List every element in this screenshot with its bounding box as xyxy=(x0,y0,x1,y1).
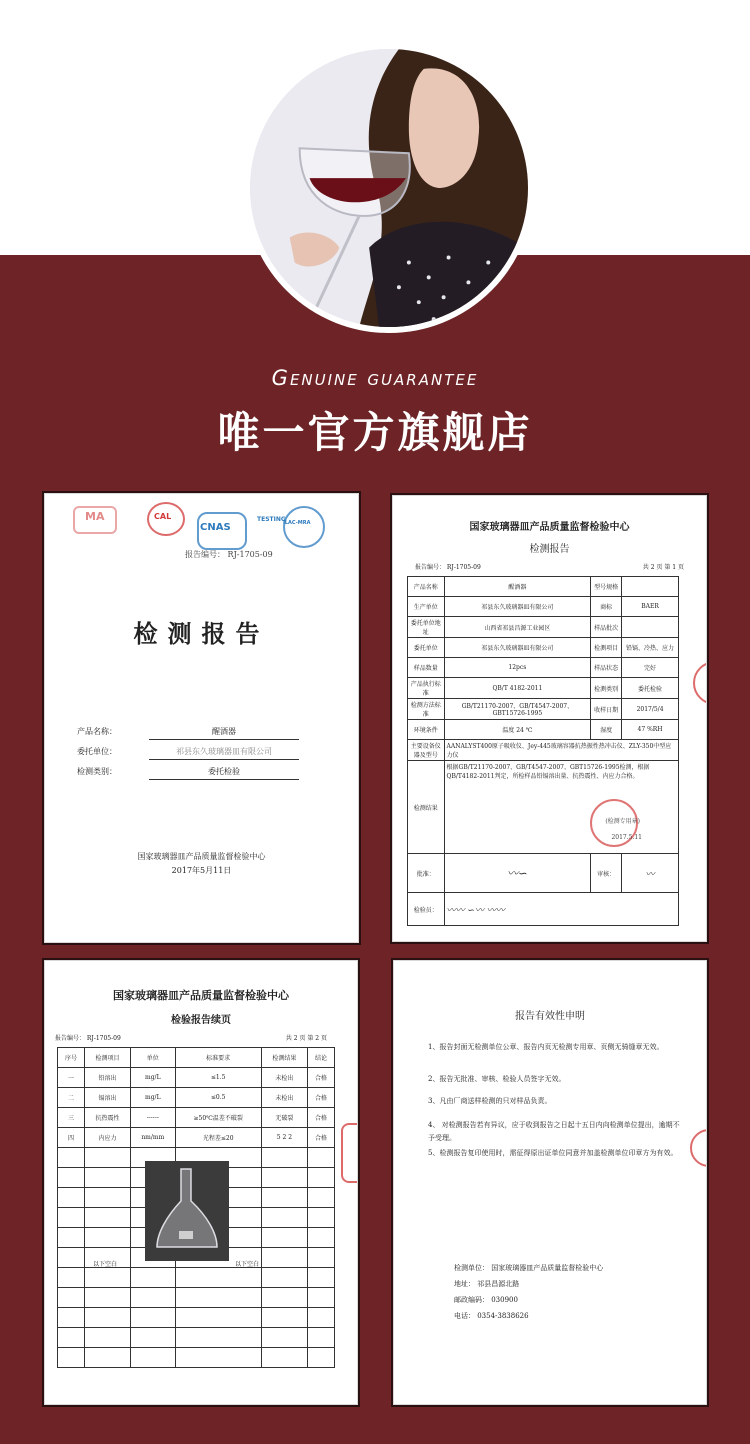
header-cell: 检测项目 xyxy=(85,1048,131,1068)
continuation-subtitle: 检验报告续页 xyxy=(171,1015,231,1026)
cell: 生产单位 xyxy=(408,597,445,617)
portrait-illustration xyxy=(250,49,528,327)
cell: 合格 xyxy=(307,1108,334,1128)
cell: 祁县东久玻璃器皿有限公司 xyxy=(444,597,591,617)
table-row xyxy=(408,720,679,740)
seal-label: (检测专用章) xyxy=(605,818,640,825)
cell: 无破裂 xyxy=(261,1108,307,1128)
table-row xyxy=(408,678,679,699)
report-meta xyxy=(55,1033,327,1042)
cell: 样品状态 xyxy=(591,658,622,678)
cell: 醒酒器 xyxy=(444,577,591,597)
cell: 山西省祁县昌源工业园区 xyxy=(444,617,591,638)
cell: 未检出 xyxy=(261,1088,307,1108)
cal-stamp-text: CAL xyxy=(154,512,172,521)
edge-seal xyxy=(690,1129,707,1167)
table-row xyxy=(408,638,679,658)
cell: 型号规格 xyxy=(591,577,622,597)
header-cell: 序号 xyxy=(58,1048,85,1068)
header-cell: 单位 xyxy=(131,1048,175,1068)
footer-postcode: 邮政编码： 030900 xyxy=(454,1296,518,1304)
field-value: 委托检验 xyxy=(149,766,299,780)
cnas-stamp-text: CNAS xyxy=(200,522,231,533)
cell: 铅镉、冷热、应力 xyxy=(622,638,679,658)
cell: mg/L xyxy=(131,1068,175,1088)
cell: mg/L xyxy=(131,1088,175,1108)
table-row xyxy=(408,761,679,854)
footer-phone: 电话： 0354-3838626 xyxy=(454,1312,529,1320)
cell: AANALYST400原子吸收仪、Jey-445玻璃容器抗热振性热冲击仪、ZLY-350中型应力仪 xyxy=(444,740,678,761)
cell: 样品数量 xyxy=(408,658,445,678)
statement-item-2: 2、报告无批准、审核、检验人员签字无效。 xyxy=(428,1075,566,1083)
cell: 2017/5/4 xyxy=(622,699,679,720)
cell: 商标 xyxy=(591,597,622,617)
cell: 合格 xyxy=(307,1068,334,1088)
page-indicator: 共 2 页 第 1 页 xyxy=(642,564,684,571)
field-label: 委托单位： xyxy=(77,747,117,756)
report-number: 报告编号： RJ-1705-09 xyxy=(185,550,273,559)
cell: 未检出 xyxy=(261,1068,307,1088)
table-row: 检验员： 〰〰 ∽〰 〰〰 xyxy=(408,893,679,926)
report-title: 检测报告 xyxy=(133,619,270,648)
cell: QB/T 4182-2011 xyxy=(444,678,591,699)
header-cell: 检测结果 xyxy=(261,1048,307,1068)
report-subtitle: 检测报告 xyxy=(529,544,570,555)
cell: 镉溶出 xyxy=(85,1088,131,1108)
statement-item-1: 1、报告封面无检测单位公章、报告内页无检测专用章、页侧无骑缝章无效。 xyxy=(428,1043,664,1051)
report-number: 报告编号： RJ-1705-09 xyxy=(415,564,481,571)
cell: 内应力 xyxy=(85,1128,131,1148)
cell: 检测类别 xyxy=(591,678,622,699)
decanter-illustration xyxy=(145,1161,229,1261)
table-row xyxy=(408,699,679,720)
cell: 47 %RH xyxy=(622,720,679,740)
field-label: 产品名称： xyxy=(77,727,117,736)
field-value: 醒酒器 xyxy=(149,726,299,740)
table-header-row xyxy=(58,1048,335,1068)
table-row xyxy=(408,658,679,678)
cell: ≥50℃温差不破裂 xyxy=(175,1108,261,1128)
cell: nm/mm xyxy=(131,1128,175,1148)
cell: 委托单位地址 xyxy=(408,617,445,638)
cell: ------ xyxy=(131,1108,175,1128)
header-cell: 标准要求 xyxy=(175,1048,261,1068)
cell: 合格 xyxy=(307,1088,334,1108)
statement-item-4: 4、 对检测报告若有异议，应于收到报告之日起十五日内向检测单位提出，逾期不予受理。 xyxy=(428,1121,680,1142)
cell: 产品名称 xyxy=(408,577,445,597)
issuer-org: 国家玻璃器皿产品质量监督检验中心 xyxy=(137,852,266,861)
edge-seal xyxy=(341,1123,358,1183)
table-row xyxy=(408,597,679,617)
cell: ≤1.5 xyxy=(175,1068,261,1088)
header-cell: 结论 xyxy=(307,1048,334,1068)
ilac-mra-stamp xyxy=(283,506,325,548)
cell: 样品批次 xyxy=(591,617,622,638)
center-title: 国家玻璃器皿产品质量监督检验中心 xyxy=(113,989,289,1002)
report-meta xyxy=(415,562,684,571)
issue-date: 2017年5月11日 xyxy=(171,866,232,875)
footer-org: 检测单位： 国家玻璃器皿产品质量监督检验中心 xyxy=(454,1264,604,1272)
woman-with-wine-glass-photo xyxy=(244,43,534,333)
cell: 批准： xyxy=(408,854,445,893)
cell: 检测结果 xyxy=(408,761,445,854)
edge-seal xyxy=(693,661,707,705)
cell: 产品执行标准 xyxy=(408,678,445,699)
cell: 二 xyxy=(58,1088,85,1108)
cell: 委托单位 xyxy=(408,638,445,658)
report-number: 报告编号： RJ-1705-09 xyxy=(55,1035,121,1042)
validity-statement-document xyxy=(393,960,707,1405)
result-cell xyxy=(444,761,678,854)
cell: 祁县东久玻璃器皿有限公司 xyxy=(444,638,591,658)
cell: 主要设备仪器及型号 xyxy=(408,740,445,761)
ilac-stamp-text: ILAC-MRA xyxy=(283,520,311,526)
genuine-guarantee-subtitle: Genuine guarantee xyxy=(271,366,479,390)
table-row xyxy=(58,1108,335,1128)
cell: 完好 xyxy=(622,658,679,678)
issuer-block xyxy=(45,850,358,878)
testing-stamp-text: TESTING xyxy=(257,516,286,523)
center-title: 国家玻璃器皿产品质量监督检验中心 xyxy=(469,522,630,533)
cell: 温度 24 ℃ xyxy=(444,720,591,740)
table-row xyxy=(58,1068,335,1088)
cell: 合格 xyxy=(307,1128,334,1148)
cell: ≤0.5 xyxy=(175,1088,261,1108)
ma-stamp-text: MA xyxy=(85,510,105,523)
table-row xyxy=(408,577,679,597)
cell: 委托检验 xyxy=(622,678,679,699)
cell: BAER xyxy=(622,597,679,617)
cell: 12pcs xyxy=(444,658,591,678)
page-indicator: 共 2 页 第 2 页 xyxy=(285,1035,327,1042)
cell: 检测方法标准 xyxy=(408,699,445,720)
blank-below-left: 以下空白 xyxy=(93,1261,118,1268)
cell: 湿度 xyxy=(591,720,622,740)
cell xyxy=(622,617,679,638)
official-flagship-headline: 唯一官方旗舰店 xyxy=(217,408,533,457)
decanter-sample-photo xyxy=(145,1161,229,1261)
cell: 光程差≤20 xyxy=(175,1128,261,1148)
blank-below-right: 以下空白 xyxy=(235,1261,260,1268)
cell: 环境条件 xyxy=(408,720,445,740)
cell: 四 xyxy=(58,1128,85,1148)
table-row: 批准： 〰∽ 审核： 〰 xyxy=(408,854,679,893)
test-report-page-1 xyxy=(392,495,707,942)
result-text: 根据GB/T21170-2007、GB/T4547-2007、GBT15726-1995检测，根据QB/T4182-2011判定，所检样品铅镉溶出量、抗热震性、内应力合格。 xyxy=(446,764,650,780)
statement-title: 报告有效性申明 xyxy=(515,1011,585,1022)
cell: 抗热震性 xyxy=(85,1108,131,1128)
cell: 审核： xyxy=(591,854,622,893)
table-row xyxy=(408,617,679,638)
cell: 三 xyxy=(58,1108,85,1128)
cell: 一 xyxy=(58,1068,85,1088)
report-table xyxy=(407,576,679,926)
cell: GB/T21170-2007、GB/T4547-2007、GBT15726-1995 xyxy=(444,699,591,720)
footer-address: 地址： 祁县昌源北路 xyxy=(454,1280,520,1288)
test-report-continuation xyxy=(44,960,358,1405)
table-row xyxy=(58,1128,335,1148)
cell: 收样日期 xyxy=(591,699,622,720)
table-row xyxy=(408,740,679,761)
cell: 检验员： xyxy=(408,893,445,926)
report-cover-document xyxy=(44,493,359,943)
cell: 检测项目 xyxy=(591,638,622,658)
table-row xyxy=(58,1088,335,1108)
cell: 铅溶出 xyxy=(85,1068,131,1088)
statement-item-3: 3、凡由厂商送样检测的只对样品负责。 xyxy=(428,1097,552,1105)
field-value: 祁县东久玻璃器皿有限公司 xyxy=(149,746,299,760)
field-label: 检测类别： xyxy=(77,767,117,776)
statement-item-5: 5、检测报告复印使用时，需征得原出证单位同意并加盖检测单位印章方为有效。 xyxy=(428,1149,678,1157)
cell: 5 2 2 xyxy=(261,1128,307,1148)
seal-date: 2017.5.11 xyxy=(611,834,642,841)
cell xyxy=(622,577,679,597)
